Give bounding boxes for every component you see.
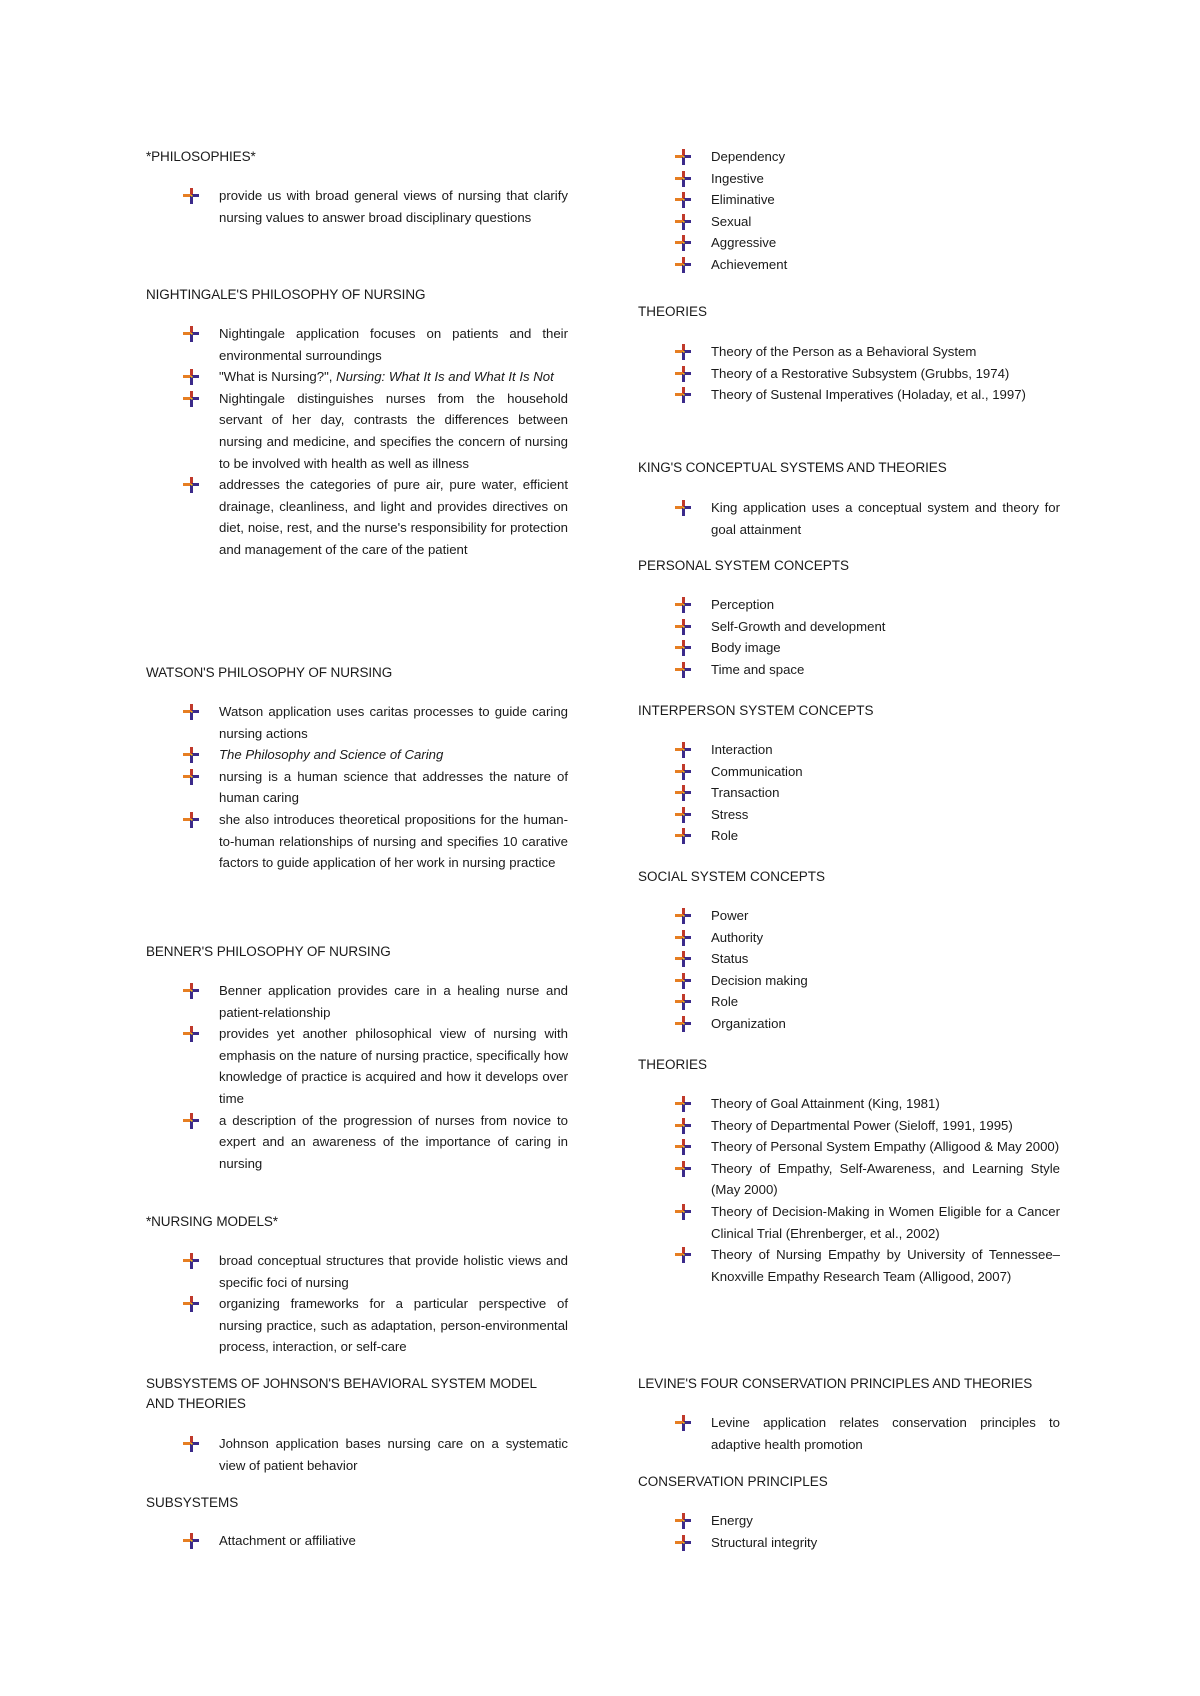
subsystems-continued-list: [638, 146, 1060, 276]
bullet-icon: [675, 930, 691, 946]
theories-label-johnson: THEORIES: [638, 304, 708, 319]
bullet-icon: [675, 1161, 691, 1177]
list-item: Sexual: [638, 211, 1060, 233]
list-item: Energy: [638, 1510, 1060, 1532]
list-item: Johnson application bases nursing care on a systematic view of patient behavior: [146, 1433, 568, 1476]
list-item: addresses the categories of pure air, pure water, efficient drainage, cleanliness, and light and provides directives on diet, noise, rest, and the nurse's responsibility for protection and management of the care of the patient: [146, 474, 568, 560]
list-item: Status: [638, 948, 1060, 970]
list-item: Theory of Sustenal Imperatives (Holaday, et al., 1997): [638, 384, 1060, 406]
list-item: Watson application uses caritas processes to guide caring nursing actions: [146, 701, 568, 744]
nightingale-heading: NIGHTINGALE'S PHILOSOPHY OF NURSING: [146, 287, 426, 302]
bullet-icon: [675, 366, 691, 382]
list-item: Levine application relates conservation principles to adaptive health promotion: [638, 1412, 1060, 1455]
list-item: Decision making: [638, 970, 1060, 992]
social-system-list: [638, 905, 1060, 1035]
personal-system-label: PERSONAL SYSTEM CONCEPTS: [638, 558, 850, 573]
list-item: she also introduces theoretical propositions for the human-to-human relationships of nursing and specifies 10 carative factors to guide application of her work in nursing practice: [146, 809, 568, 874]
list-item: Aggressive: [638, 232, 1060, 254]
list-item: Dependency: [638, 146, 1060, 168]
list-item: Ingestive: [638, 168, 1060, 190]
bullet-icon: [675, 973, 691, 989]
nightingale-list: [146, 323, 568, 561]
list-item: Authority: [638, 927, 1060, 949]
bullet-icon: [183, 188, 199, 204]
list-item: Structural integrity: [638, 1532, 1060, 1554]
nursing-models-heading: *NURSING MODELS*: [146, 1214, 278, 1229]
conservation-principles-list: [638, 1510, 1060, 1553]
bullet-icon: [183, 1296, 199, 1312]
bullet-icon: [675, 344, 691, 360]
bullet-icon: [675, 764, 691, 780]
bullet-icon: [675, 640, 691, 656]
levine-heading: LEVINE'S FOUR CONSERVATION PRINCIPLES AND THEORIES: [638, 1376, 1033, 1391]
bullet-icon: [183, 326, 199, 342]
list-item: King application uses a conceptual system and theory for goal attainment: [638, 497, 1060, 540]
bullet-icon: [675, 1096, 691, 1112]
johnson-list: [146, 1433, 568, 1476]
king-heading: KING'S CONCEPTUAL SYSTEMS AND THEORIES: [638, 460, 947, 475]
personal-system-list: [638, 594, 1060, 680]
nursing-models-list: [146, 1250, 568, 1358]
bullet-icon: [675, 387, 691, 403]
list-item: provides yet another philosophical view of nursing with emphasis on the nature of nursing practice, specifically how knowledge of practice is acquired and how it develops over time: [146, 1023, 568, 1109]
bullet-icon: [183, 1113, 199, 1129]
bullet-icon: [675, 214, 691, 230]
bullet-icon: [675, 257, 691, 273]
conservation-principles-label: CONSERVATION PRINCIPLES: [638, 1474, 828, 1489]
philosophies-heading: *PHILOSOPHIES*: [146, 149, 256, 164]
bullet-icon: [675, 1118, 691, 1134]
bullet-icon: [183, 477, 199, 493]
bullet-icon: [675, 742, 691, 758]
bullet-icon: [183, 1436, 199, 1452]
list-item: Time and space: [638, 659, 1060, 681]
list-item: Theory of Decision-Making in Women Eligible for a Cancer Clinical Trial (Ehrenberger, et al., 2002): [638, 1201, 1060, 1244]
list-item: Self-Growth and development: [638, 616, 1060, 638]
list-item: Achievement: [638, 254, 1060, 276]
bullet-icon: [675, 1204, 691, 1220]
king-list: [638, 497, 1060, 540]
bullet-icon: [675, 500, 691, 516]
theories-label-king: THEORIES: [638, 1057, 708, 1072]
list-item: "What is Nursing?", Nursing: What It Is and What It Is Not: [146, 366, 568, 388]
bullet-icon: [675, 785, 691, 801]
bullet-icon: [675, 994, 691, 1010]
list-item: Power: [638, 905, 1060, 927]
bullet-icon: [675, 951, 691, 967]
johnson-heading: SUBSYSTEMS OF JOHNSON'S BEHAVIORAL SYSTEM MODEL AND THEORIES: [146, 1376, 537, 1411]
subsystems-label: SUBSYSTEMS: [146, 1495, 239, 1510]
bullet-icon: [675, 597, 691, 613]
list-item: Theory of Departmental Power (Sieloff, 1991, 1995): [638, 1115, 1060, 1137]
bullet-icon: [183, 369, 199, 385]
list-item: The Philosophy and Science of Caring: [146, 744, 568, 766]
bullet-icon: [183, 1253, 199, 1269]
list-item: Attachment or affiliative: [146, 1530, 568, 1552]
bullet-icon: [675, 1535, 691, 1551]
list-item: Nightingale application focuses on patients and their environmental surroundings: [146, 323, 568, 366]
list-item: Stress: [638, 804, 1060, 826]
list-item: broad conceptual structures that provide holistic views and specific foci of nursing: [146, 1250, 568, 1293]
list-item: Theory of a Restorative Subsystem (Grubbs, 1974): [638, 363, 1060, 385]
bullet-icon: [183, 747, 199, 763]
list-item: provide us with broad general views of nursing that clarify nursing values to answer broad disciplinary questions: [146, 185, 568, 228]
johnson-theories-list: [638, 341, 1060, 406]
list-item: Organization: [638, 1013, 1060, 1035]
bullet-icon: [675, 828, 691, 844]
list-item: Theory of Empathy, Self-Awareness, and Learning Style (May 2000): [638, 1158, 1060, 1201]
philosophies-list: [146, 185, 568, 228]
bullet-icon: [675, 662, 691, 678]
interperson-system-label: INTERPERSON SYSTEM CONCEPTS: [638, 703, 874, 718]
watson-list: [146, 701, 568, 874]
list-item: Transaction: [638, 782, 1060, 804]
bullet-icon: [183, 1533, 199, 1549]
list-item: Interaction: [638, 739, 1060, 761]
benner-list: [146, 980, 568, 1174]
bullet-icon: [675, 235, 691, 251]
list-item: Benner application provides care in a healing nurse and patient-relationship: [146, 980, 568, 1023]
bullet-icon: [675, 149, 691, 165]
bullet-icon: [675, 171, 691, 187]
list-item: nursing is a human science that addresses the nature of human caring: [146, 766, 568, 809]
social-system-label: SOCIAL SYSTEM CONCEPTS: [638, 869, 826, 884]
list-item: Role: [638, 991, 1060, 1013]
list-item: Theory of the Person as a Behavioral System: [638, 341, 1060, 363]
bullet-icon: [675, 1139, 691, 1155]
bullet-icon: [675, 1247, 691, 1263]
bullet-icon: [183, 812, 199, 828]
bullet-icon: [675, 908, 691, 924]
bullet-icon: [675, 192, 691, 208]
subsystems-list: [146, 1530, 568, 1552]
king-theories-list: [638, 1093, 1060, 1287]
bullet-icon: [183, 391, 199, 407]
bullet-icon: [183, 704, 199, 720]
list-item: Body image: [638, 637, 1060, 659]
benner-heading: BENNER'S PHILOSOPHY OF NURSING: [146, 944, 391, 959]
list-item: Theory of Personal System Empathy (Alligood & May 2000): [638, 1136, 1060, 1158]
list-item: organizing frameworks for a particular perspective of nursing practice, such as adaptation, person-environmental process, interaction, or self-care: [146, 1293, 568, 1358]
bullet-icon: [675, 807, 691, 823]
bullet-icon: [675, 1513, 691, 1529]
list-item: Theory of Goal Attainment (King, 1981): [638, 1093, 1060, 1115]
bullet-icon: [675, 619, 691, 635]
list-item: Eliminative: [638, 189, 1060, 211]
bullet-icon: [183, 1026, 199, 1042]
list-item: Communication: [638, 761, 1060, 783]
levine-list: [638, 1412, 1060, 1455]
list-item: Role: [638, 825, 1060, 847]
interperson-system-list: [638, 739, 1060, 847]
bullet-icon: [675, 1415, 691, 1431]
list-item: Nightingale distinguishes nurses from the household servant of her day, contrasts the differences between nursing and medicine, and specifies the concern of nursing to be involved with health as well as illness: [146, 388, 568, 474]
watson-heading: WATSON'S PHILOSOPHY OF NURSING: [146, 665, 393, 680]
list-item: Theory of Nursing Empathy by University of Tennessee–Knoxville Empathy Research Team (Alligood, 2007): [638, 1244, 1060, 1287]
bullet-icon: [183, 983, 199, 999]
list-item: Perception: [638, 594, 1060, 616]
bullet-icon: [675, 1016, 691, 1032]
bullet-icon: [183, 769, 199, 785]
list-item: a description of the progression of nurses from novice to expert and an awareness of the importance of caring in nursing: [146, 1110, 568, 1175]
